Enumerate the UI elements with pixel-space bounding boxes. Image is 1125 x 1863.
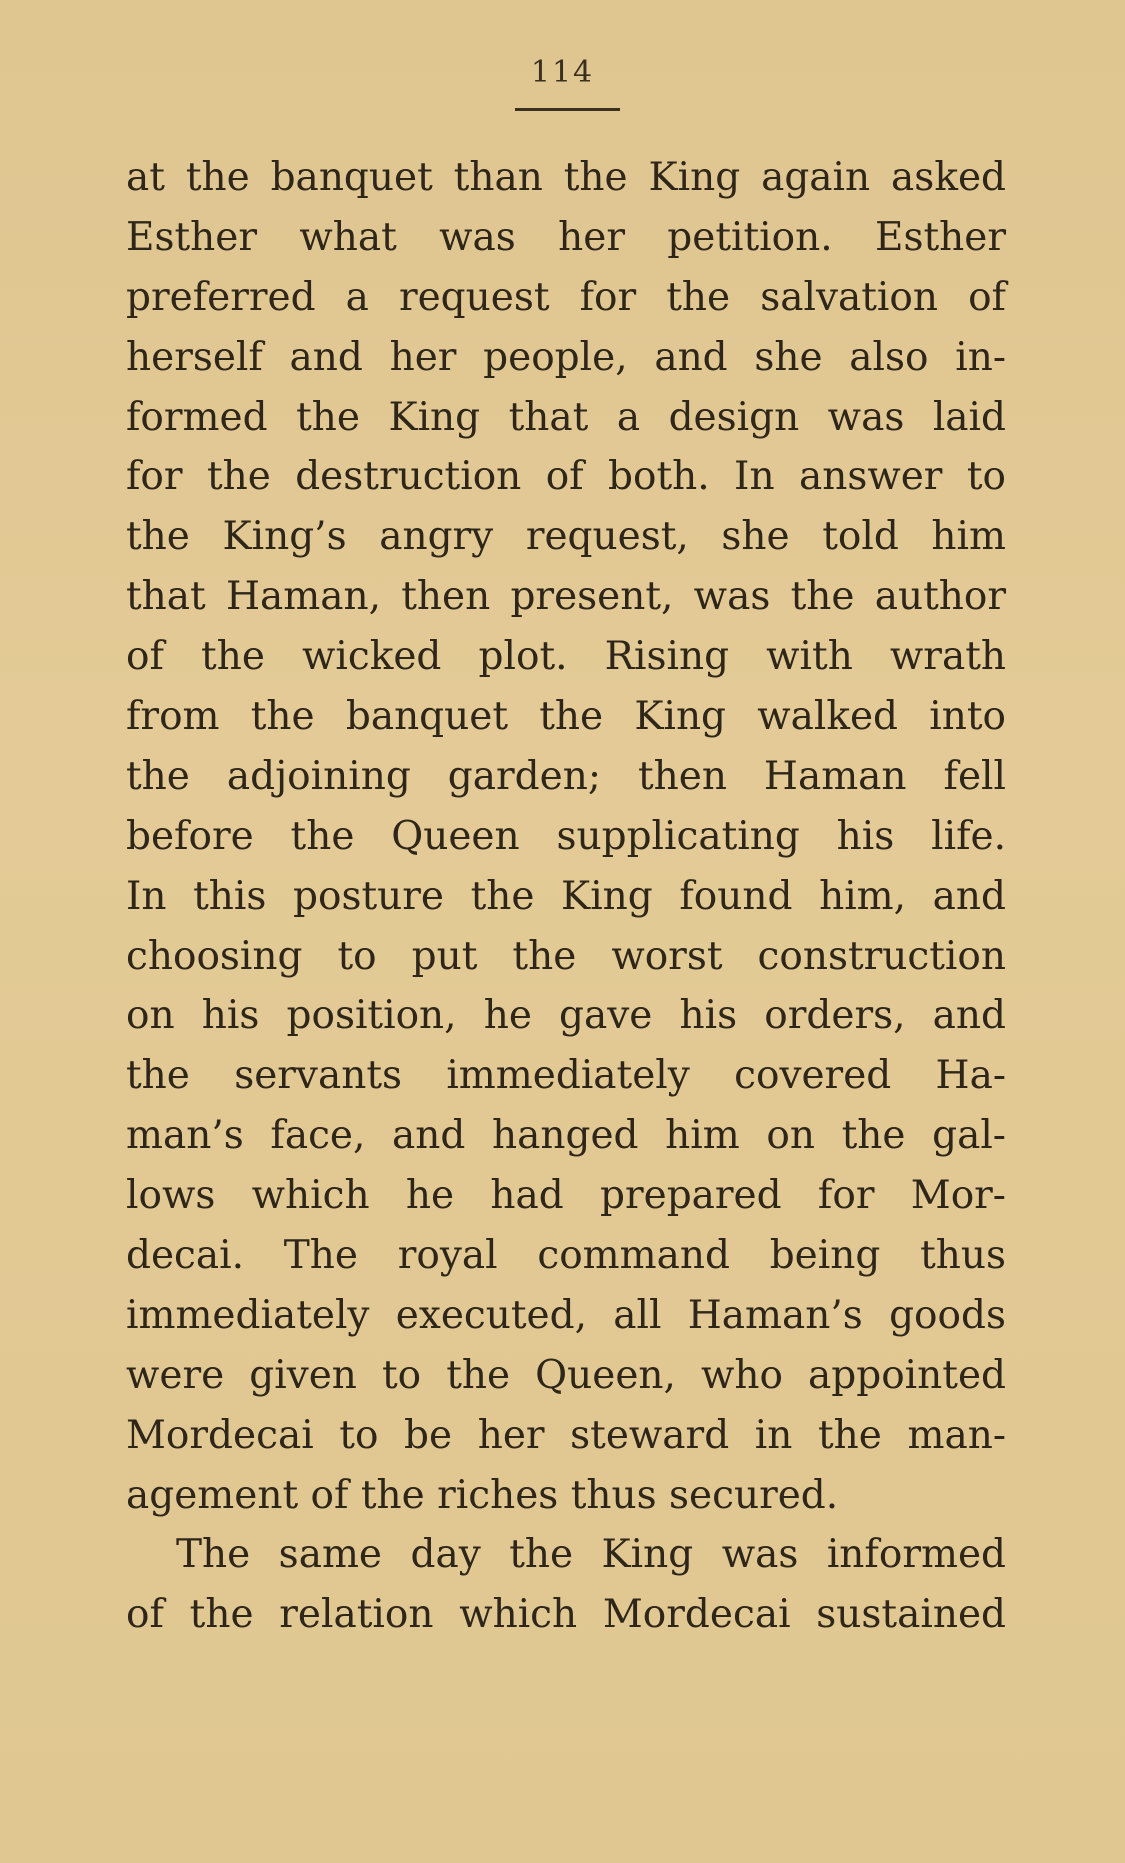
text-line: before the Queen supplicating his life. bbox=[126, 813, 1006, 859]
body-text bbox=[126, 148, 1006, 1645]
text-line: that Haman, then present, was the author bbox=[126, 574, 1006, 620]
text-line: the adjoining garden; then Haman fell bbox=[126, 753, 1006, 799]
text-line: decai. The royal command being thus bbox=[126, 1233, 1006, 1279]
text-line: lows which he had prepared for Mor- bbox=[126, 1173, 1006, 1219]
text-line: Mordecai to be her steward in the man- bbox=[126, 1412, 1006, 1458]
text-line: the King’s angry request, she told him bbox=[126, 514, 1006, 560]
text-line: In this posture the King found him, and bbox=[126, 873, 1006, 919]
text-line: choosing to put the worst construction bbox=[126, 933, 1006, 979]
text-line: of the wicked plot. Rising with wrath bbox=[126, 634, 1006, 680]
text-line: The same day the King was informed bbox=[176, 1532, 1006, 1578]
page-number: 114 bbox=[530, 55, 595, 90]
text-line: were given to the Queen, who appointed bbox=[126, 1352, 1006, 1398]
text-line: from the banquet the King walked into bbox=[126, 694, 1006, 740]
text-line: the servants immediately covered Ha- bbox=[126, 1053, 1006, 1099]
text-line: herself and her people, and she also in- bbox=[126, 334, 1006, 380]
text-line: man’s face, and hanged him on the gal- bbox=[126, 1113, 1006, 1159]
text-line: Esther what was her petition. Esther bbox=[126, 214, 1006, 260]
text-line: of the relation which Mordecai sustained bbox=[126, 1592, 1006, 1638]
text-line: immediately executed, all Haman’s goods bbox=[126, 1292, 1006, 1338]
text-line: agement of the riches thus secured. bbox=[126, 1472, 839, 1518]
text-line: formed the King that a design was laid bbox=[126, 394, 1006, 440]
text-line: on his position, he gave his orders, and bbox=[126, 993, 1006, 1039]
text-line: preferred a request for the salvation of bbox=[126, 274, 1006, 320]
text-line: at the banquet than the King again asked bbox=[126, 155, 1006, 200]
page-number-rule bbox=[515, 108, 620, 111]
text-line: for the destruction of both. In answer to bbox=[126, 454, 1006, 500]
